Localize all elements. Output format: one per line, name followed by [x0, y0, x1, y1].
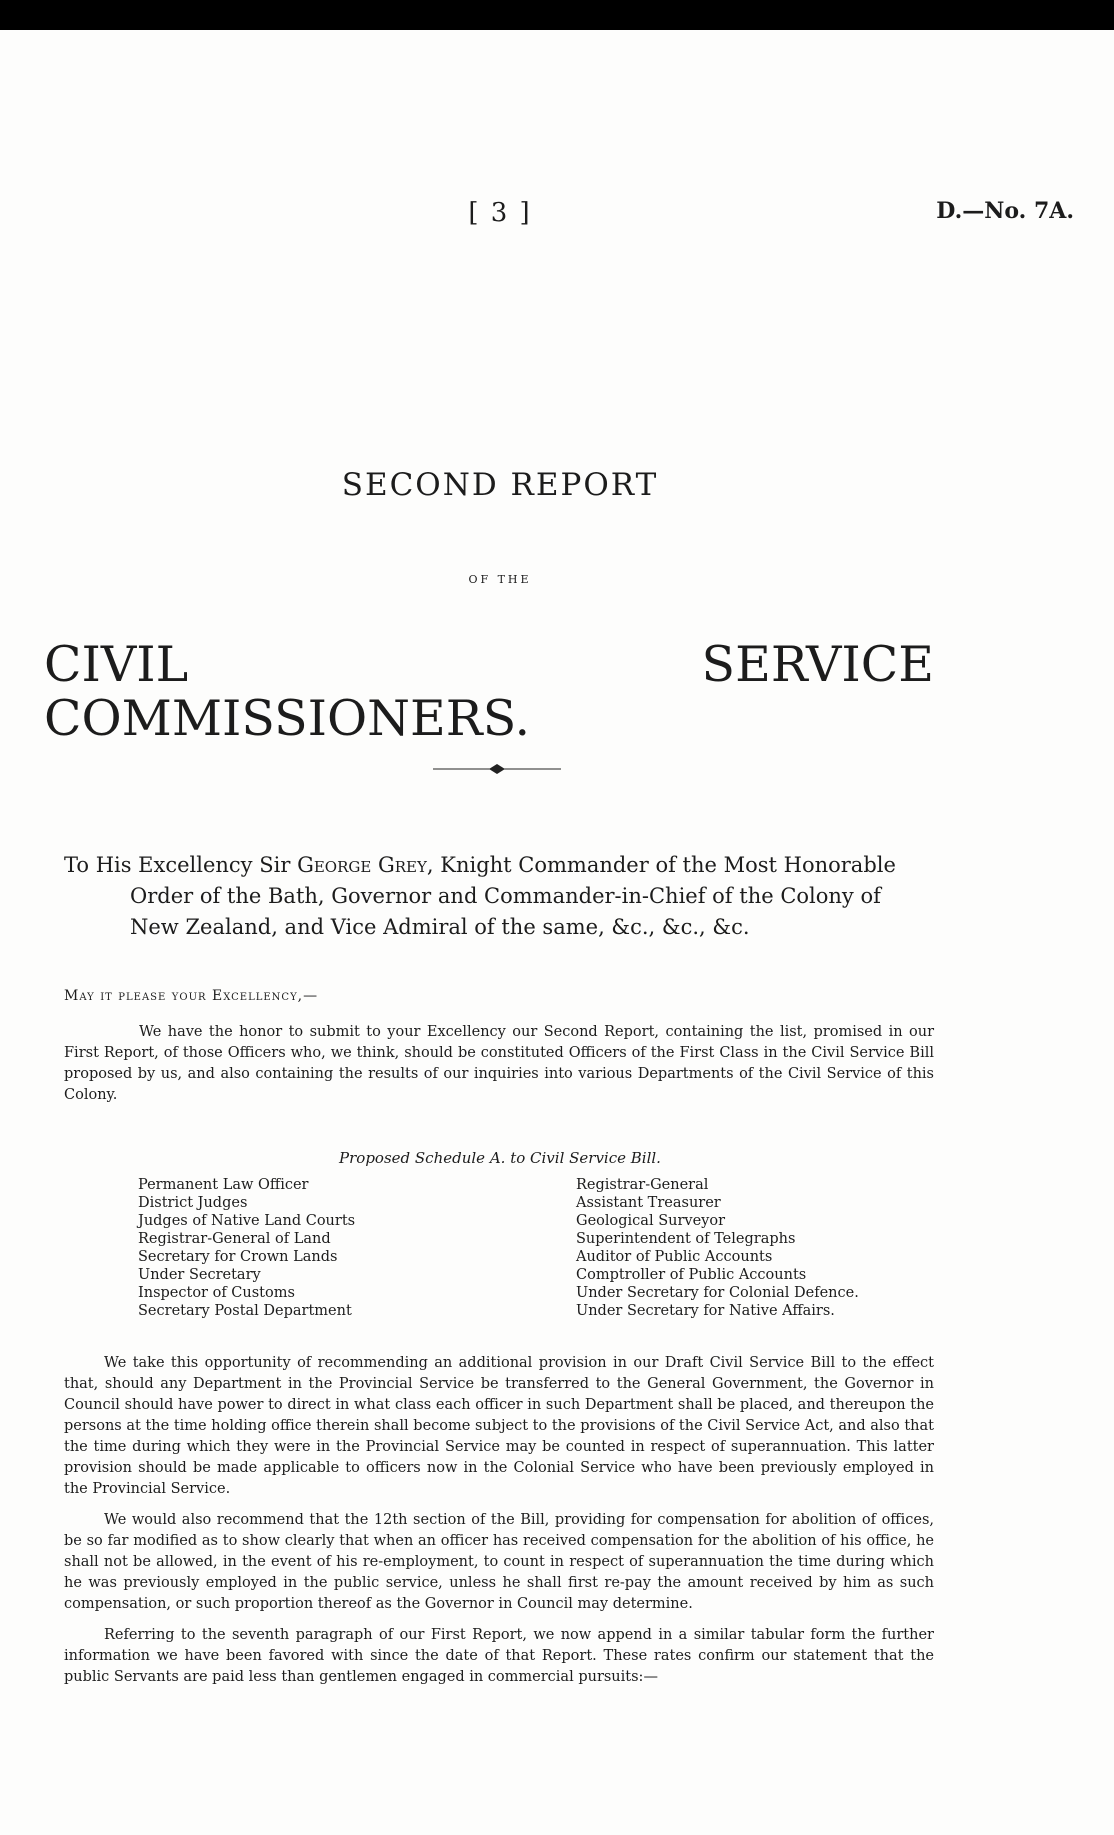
- list-item: Registrar-General: [576, 1177, 709, 1193]
- list-item: Superintendent of Telegraphs: [576, 1231, 796, 1247]
- list-item: Assistant Treasurer: [576, 1195, 721, 1211]
- report-subtitle: CIVIL SERVICE COMMISSIONERS.: [44, 636, 934, 747]
- intro-paragraph-block: [64, 1022, 934, 1116]
- addressee-name: George Grey: [297, 853, 427, 877]
- paragraph-tabular-info: Referring to the seventh paragraph of our First Report, we now append in a similar tabular form the further information we have been favored with since the date of that Report. These rates confirm our statement that the public Servants are paid less than gentlemen engaged in commercial pursuits:—: [64, 1627, 934, 1685]
- paragraph-intro: We have the honor to submit to your Excellency our Second Report, containing the list, promised in our First Report, of those Officers who, we think, should be constituted Officers of the First Class in the Civil Service Bill proposed by us, and also containing the results of our inquiries into various Departments of the Civil Service of this Colony.: [64, 1024, 934, 1103]
- address-block: [64, 850, 936, 943]
- schedule-left-column: [138, 1176, 538, 1320]
- paragraph-compensation: We would also recommend that the 12th section of the Bill, providing for compensation for abolition of offices, be so far modified as to show clearly that when an officer has received compensation for the abolition of his office, he shall not be allowed, in the event of his re-employment, to count in respect of superannuation the time during which he was previously employed in the public service, unless he shall first re-pay the amount received by him as such compensation, or such proportion thereof as the Governor in Council may determine.: [64, 1512, 934, 1612]
- address-lead: To His Excellency Sir: [64, 853, 291, 877]
- list-item: Permanent Law Officer: [138, 1177, 309, 1193]
- report-title-connector: OF THE: [468, 573, 532, 586]
- list-item: Secretary Postal Department: [138, 1303, 352, 1319]
- scan-top-edge: [0, 0, 1114, 30]
- list-item: Inspector of Customs: [138, 1285, 295, 1301]
- list-item: Under Secretary: [138, 1267, 261, 1283]
- list-item: Under Secretary for Native Affairs.: [576, 1303, 835, 1319]
- list-item: Registrar-General of Land: [138, 1231, 331, 1247]
- schedule-title: Proposed Schedule A. to Civil Service Bill.: [339, 1149, 661, 1167]
- list-item: Secretary for Crown Lands: [138, 1249, 338, 1265]
- list-item: Geological Surveyor: [576, 1213, 726, 1229]
- list-item: Under Secretary for Colonial Defence.: [576, 1285, 859, 1301]
- body-paragraph-block: [64, 1353, 934, 1698]
- ornamental-divider: [433, 762, 561, 776]
- address-rest: , Knight Commander of the Most Honorable: [426, 853, 896, 877]
- list-item: Judges of Native Land Courts: [138, 1213, 356, 1229]
- page-number: [ 3 ]: [468, 198, 532, 228]
- schedule-right-column: [576, 1176, 976, 1320]
- salutation: May it please your Excellency,—: [64, 988, 319, 1004]
- list-item: Auditor of Public Accounts: [576, 1249, 773, 1265]
- address-line-2: Order of the Bath, Governor and Commander-in-Chief of the Colony of: [130, 884, 881, 908]
- list-item: District Judges: [138, 1195, 248, 1211]
- document-reference: D.—No. 7A.: [936, 198, 1074, 224]
- report-title: SECOND REPORT: [341, 467, 659, 503]
- paragraph-provincial-service: We take this opportunity of recommending an additional provision in our Draft Civil Service Bill to the effect that, should any Department in the Provincial Service be transferred to the General Government, the Governor in Council should have power to direct in what class each officer in such Department shall be placed, and thereupon the persons at the time holding office therein shall become subject to the provisions of the Civil Service Act, and also that the time during which they were in the Provincial Service may be counted in respect of superannuation. This latter provision should be made applicable to officers now in the Colonial Service who have been previously employed in the Provincial Service.: [64, 1355, 934, 1497]
- address-line-3: New Zealand, and Vice Admiral of the same, &c., &c., &c.: [130, 915, 750, 939]
- list-item: Comptroller of Public Accounts: [576, 1267, 807, 1283]
